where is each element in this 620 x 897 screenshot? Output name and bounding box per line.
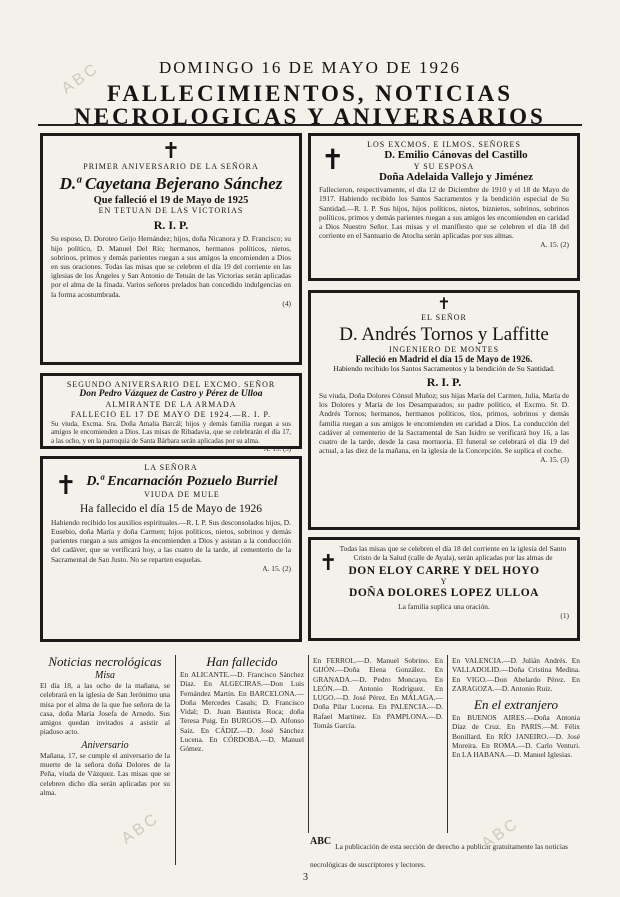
notice-vazquez [40, 373, 302, 454]
notice-bejerano [40, 133, 302, 365]
watermark-stamp: ABC [58, 59, 103, 98]
watermark-stamp: ABC [118, 809, 163, 848]
notice-name-2: DOÑA DOLORES LOPEZ ULLOA [349, 587, 539, 600]
subsection-title: Aniversario [81, 739, 129, 751]
notice-pre: PRIMER ANIVERSARIO DE LA SEÑORA [83, 162, 259, 171]
column-text: En FERROL.—D. Manuel Sobrino. En GIJÓN.—Doña Elena González. En GRANADA.—D. Pedro Moncayo. En LEÓN.—D. Antonio Rodríguez. En LUGO.—D. José Pérez. En MÁLAGA.—Doña Pilar Lucena. En PALENCIA.—D. Rafael Martínez. En PAMPLONA.—D. Tomás García. [313, 656, 443, 731]
notice-pre: LA SEÑORA [144, 463, 198, 472]
column-divider [175, 655, 176, 865]
notice-place: EN TETUAN DE LAS VICTORIAS [98, 205, 244, 215]
notice-name: D. Andrés Tornos y Laffitte [339, 324, 549, 345]
notice-number: A. 15. (3) [540, 455, 569, 465]
notice-pozuelo [40, 456, 302, 642]
column-provincias-2 [452, 656, 580, 832]
column-title: Noticias necrológicas [48, 654, 162, 669]
notice-body: Habiendo recibido los auxilios espirituales.—R. I. P. Sus desconsolados hijos, D. Eusebio, doña María y doña Carmen; hijos políticos, nietos, sobrinos y demás parientes ruegan a sus amigos la encomienden a Dios y asistan a la conducción del cadáver, que se verificará hoy, a las cuatro de la tarde, al cementerio de la Sacramental de San Justo. No se reparten esquelas. [51, 517, 291, 564]
footer-label: ABC [310, 836, 332, 847]
notice-date: Ha fallecido el día 15 de Mayo de 1926 [79, 502, 263, 515]
column-text: Mañana, 17, se cumple el aniversario de la muerte de la señora doña Dolores de la Peña, viuda de Vázquez. Las misas que se celebren dicho día serán aplicadas por su alma. [40, 750, 170, 797]
column-text: El día 18, a las ocho de la mañana, se celebrará en la iglesia de San Jerónimo una misa por el alma de la que fue señora de la casa, doña María Josefa de Arnedo. Sus amigos quedan invitados a asistir al piadoso acto. [40, 681, 170, 737]
notice-number: A. 15. (2) [262, 563, 291, 573]
notice-name: D.ª Encarnación Pozuelo Burriel [86, 474, 278, 489]
cross-icon: ✝ [437, 296, 451, 313]
notice-rip: R. I. P. [426, 375, 462, 390]
notice-title: ALMIRANTE DE LA ARMADA [105, 399, 237, 409]
page-number: 3 [303, 872, 308, 883]
notice-canovas [308, 133, 580, 281]
footer-text: La publicación de esta sección de derecho a publicar gratuitamente las noticias necrológicas de suscriptores y lectores. [310, 842, 569, 869]
notice-name-1: D. Emilio Cánovas del Castillo [384, 149, 528, 161]
notice-title: INGENIERO DE MONTES [388, 344, 500, 354]
column-text: En BUENOS AIRES.—Doña Antonia Díaz de Cruz. En PARIS.—M. Félix Bonillard. En RÍO JANEIRO.—D. José Moreira. En ROMA.—D. Carlo Venturi. En LA HABANA.—D. Manuel Iglesias. [452, 713, 580, 760]
notice-date: FALLECIO EL 17 DE MAYO DE 1924.—R. I. P. [70, 409, 272, 419]
cross-icon: ✝ [161, 138, 181, 163]
column-text: En VALENCIA.—D. Julián Andrés. En VALLADOLID.—Doña Cristina Medina. En VIGO.—Don Abelardo Pérez. En ZARAGOZA.—D. Antonio Ruiz. [452, 656, 580, 693]
column-title: En el extranjero [474, 697, 558, 713]
notice-name-2: Doña Adelaida Vallejo y Jiménez [378, 170, 533, 183]
notice-name-1: DON ELOY CARRE Y DEL HOYO [348, 565, 540, 578]
page-date: DOMINGO 16 DE MAYO DE 1926 [158, 58, 462, 77]
notice-number: (4) [282, 298, 291, 308]
column-provincias [313, 656, 443, 832]
notice-name: D.ª Cayetana Bejerano Sánchez [59, 174, 283, 193]
notice-number: A. 15. (5) [263, 445, 291, 454]
notice-sacraments: Habiendo recibido los Santos Sacramentos y la bendición de Su Santidad. [333, 364, 555, 374]
watermark-stamp: ABC [478, 814, 523, 853]
notice-mid: Y SU ESPOSA [413, 161, 475, 171]
column-divider [447, 655, 448, 833]
column-divider [308, 655, 309, 833]
footer-note [310, 836, 580, 869]
notice-pre: LOS EXCMOS. E ILMOS. SEÑORES [367, 140, 521, 149]
notice-body: La familia suplica una oración. [398, 601, 490, 611]
notice-pre: Todas las misas que se celebren el día 18 del corriente en la iglesia del Santo Cristo de la Salud (calle de Ayala), serán aplicadas por las almas de [339, 544, 567, 563]
notice-carre [308, 537, 580, 641]
notice-name: Don Pedro Vázquez de Castro y Pérez de Ulloa [79, 389, 263, 399]
cross-icon: ✝ [55, 471, 77, 500]
notice-body: Su viuda, Doña Dolores Cónsul Muñoz; sus hijas María del Carmen, Julia, María de los Dolores y María de los Desamparados; su padre político, el Excmo. Sr. D. Andrés Tornos; hermanos, hermanos políticos, tíos, primos, sobrinos y demás familia ruegan a sus amigos le encomienden en caridad a Dios. La conducción del cadáver al cementerio de la Sacramental de San Isidro se verificará hoy 16, a las cuatro de la tarde, desde la casa mortuoria. El funeral se celebrará el día 19 del actual, a las diez de la mañana, en la iglesia de la Concepción. Se suplica el coche. [319, 390, 569, 456]
column-title: Han fallecido [206, 654, 278, 669]
notice-date: Que falleció el 19 de Mayo de 1925 [93, 194, 249, 206]
header-rule [38, 124, 582, 126]
notice-number: (1) [560, 610, 569, 620]
notice-title: VIUDA DE MULE [144, 489, 220, 499]
cross-icon: ✝ [319, 550, 338, 575]
notice-mid: Y [440, 577, 448, 587]
notice-rip: R. I. P. [153, 217, 189, 232]
notice-body: Fallecieron, respectivamente, el día 12 de Diciembre de 1910 y el 18 de Mayo de 1917. Habiendo recibido los Santos Sacramentos y la bendición especial de Su Santidad.—R. I. P. Sus hijos, hijos políticos, nietos, biznietos, sobrinos, sobrinos políticos, primos y demás parientes ruegan a sus amigos les encomienden en caridad a Dios Nuestro Señor. Las misas y el manifiesto que se celebren el día 18 del corriente en el Santuario de Atocha serán aplicadas por sus almas. [319, 185, 569, 241]
column-text: En ALICANTE.—D. Francisco Sánchez Díaz. En ALGECIRAS.—Don Luis Fernández Martín. En BARCELONA.—Doña Mercedes Casals; D. Francisco Vidal; D. Juan Bautista Roca; doña Teresa Puig. En BURGOS.—D. Alfonso Saiz. En CÁDIZ.—D. José Sánchez Lucena. En CÓRDOBA.—D. Manuel Gómez. [180, 670, 304, 754]
notice-date: Falleció en Madrid el día 15 de Mayo de 1926. [355, 353, 533, 364]
column-han-fallecido [180, 654, 304, 864]
notice-body: Su viuda, Excma. Sra. Doña Amalia Barcál; hijos y demás familia ruegan a sus amigos le encomienden a Dios. Las misas de Ribadavia, que se celebrarán el día 17, a las ocho, y en la parroquia de Santa Bárbara serán aplicadas por su alma. [51, 419, 291, 445]
notice-pre: SEGUNDO ANIVERSARIO DEL EXCMO. SEÑOR [66, 380, 276, 389]
notice-tornos [308, 290, 580, 530]
notice-pre: EL SEÑOR [421, 313, 467, 322]
cross-icon: ✝ [321, 145, 345, 176]
subsection-title: Misa [95, 670, 115, 681]
section-title: FALLECIMIENTOS, NOTICIAS NECROLOGICAS Y ANIVERSARIOS [74, 81, 546, 129]
notice-body: Su esposo, D. Doroteo Geijo Hernández; hijos, doña Nicanora y D. Francisco; su hijo político, D. Manuel Del Río; hermanos, hermanos políticos, nietos, sobrinos, primos y demás parientes ruegan a sus amigos la encomienden a Dios en sus oraciones. Todas las misas que se celebren el día 19 del corriente en las iglesias de los Ángeles y San Antonio de Tetuán de las Victorias serán aplicadas por el alma de la finada. Varios señores prelados han concedido indulgencias en la forma acostumbrada. [51, 234, 291, 299]
notice-number: A. 15. (2) [540, 240, 569, 250]
